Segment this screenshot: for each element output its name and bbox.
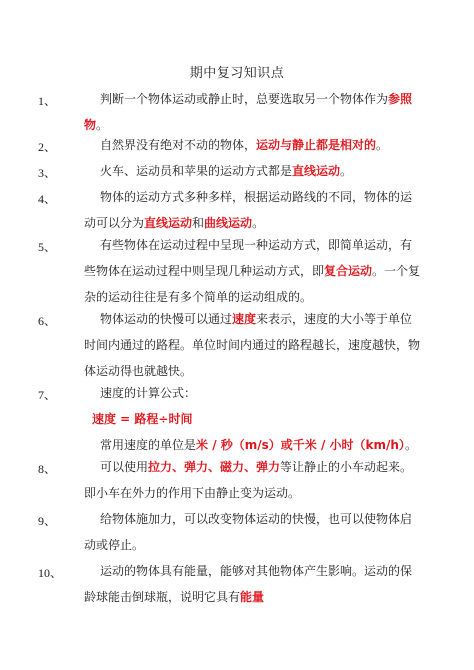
highlight-text: 直线运动 (292, 164, 341, 178)
highlight-text: 速度 (232, 312, 257, 326)
text: 。 (404, 438, 417, 452)
item-number: 3、 (38, 166, 57, 180)
highlight-text: 物 (84, 118, 97, 132)
text: 物体运动的快慢可以通过 (100, 312, 233, 326)
text: 有些物体在运动过程中呈现一种运动方式，即简单运动，有 (100, 238, 413, 252)
text: 可以使用 (100, 460, 149, 474)
highlight-text: 运动与静止都是相对的 (256, 138, 377, 152)
text: 判断一个物体运动或静止时，总要选取另一个物体作为 (100, 92, 389, 106)
text: 。 (252, 216, 265, 230)
item-line (100, 158, 412, 184)
highlight-text: 能量 (240, 590, 265, 604)
text: 。 (376, 138, 389, 152)
text: 杂的运动往往是有多个简单的运动组成的。 (84, 290, 313, 304)
item-line (100, 232, 412, 258)
text: 。 (96, 118, 109, 132)
item-number: 2、 (38, 140, 57, 154)
text: 来表示，速度的大小等于单位 (256, 312, 413, 326)
item-number: 1、 (38, 94, 57, 108)
text: 。一个复 (372, 264, 421, 278)
text: 给物体施加力，可以改变物体运动的快慢，也可以使物体启 (100, 512, 413, 526)
speed-formula: 速度 = 路程÷时间 (92, 412, 193, 426)
text: 运动的物体具有能量，能够对其他物体产生影响。运动的保 (100, 564, 413, 578)
item-line (100, 454, 412, 480)
text: 体运动得也就越快。 (84, 364, 193, 378)
text: 常用速度的单位是 (100, 438, 197, 452)
highlight-text: 拉力、弹力、磁力、弹力 (148, 460, 281, 474)
item-number: 10、 (38, 566, 63, 580)
item-line (100, 86, 412, 112)
item-number: 6、 (38, 314, 57, 328)
highlight-text: 直线运动 (144, 216, 193, 230)
item-number: 7、 (38, 388, 57, 402)
item-number: 4、 (38, 192, 57, 206)
text: 等让静止的小车动起来。 (280, 460, 413, 474)
page-title: 期中复习知识点 (189, 66, 285, 81)
text: 速度的计算公式： (100, 386, 197, 400)
item-line (84, 584, 412, 610)
item-line (100, 184, 412, 210)
highlight-text: 参照 (388, 92, 413, 106)
item-number: 8、 (38, 462, 57, 476)
item-line (84, 258, 421, 284)
item-line (84, 480, 412, 506)
text: 和 (192, 216, 205, 230)
highlight-text: 复合运动 (324, 264, 373, 278)
text: 时间内通过的路程。单位时间内通过的路程越长，速度越快，物 (84, 338, 421, 352)
text: 动或停止。 (84, 538, 145, 552)
highlight-text: 米 / 秒（m/s）或千米 / 小时（km/h） (196, 438, 405, 452)
item-line (84, 332, 421, 358)
item-line (100, 380, 412, 406)
item-line (100, 506, 412, 532)
text: 即小车在外力的作用下由静止变为运动。 (84, 486, 301, 500)
item-number: 9、 (38, 514, 57, 528)
item-line (84, 532, 412, 558)
highlight-text: 曲线运动 (204, 216, 253, 230)
text: 些物体在运动过程中则呈现几种运动方式，即 (84, 264, 325, 278)
text: 动可以分为 (84, 216, 145, 230)
item-line (100, 306, 412, 332)
text: 。 (340, 164, 353, 178)
text: 自然界没有绝对不动的物体， (100, 138, 257, 152)
text: 物体的运动方式多种多样，根据运动路线的不同，物体的运 (100, 190, 413, 204)
item-number: 5、 (38, 240, 57, 254)
item-line (100, 132, 412, 158)
item-line (100, 558, 412, 584)
text: 火车、运动员和苹果的运动方式都是 (100, 164, 293, 178)
text: 龄球能击倒球瓶，说明它具有 (84, 590, 241, 604)
